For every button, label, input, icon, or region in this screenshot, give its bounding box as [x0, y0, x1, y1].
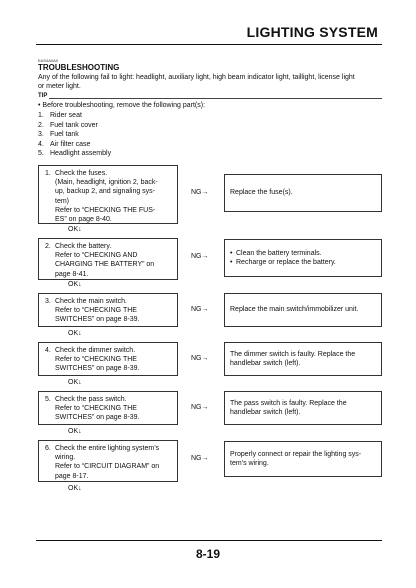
bullet-icon: •: [230, 249, 233, 257]
list-item: [38, 121, 111, 131]
result-box-6: [224, 441, 382, 477]
step-line: up, backup 2, and signaling sys-: [55, 188, 156, 196]
step-box-3: [38, 293, 178, 327]
result-line: handlebar switch (left).: [230, 360, 301, 367]
ng-arrow: NG→: [191, 455, 209, 462]
result-line: Clean the battery terminals.: [236, 249, 322, 257]
page-number: 8-19: [195, 547, 221, 561]
intro-line: Any of the following fail to light: headlight, auxiliary light, high beam indicator light, taillight, license light: [38, 74, 355, 81]
step-line: (Main, headlight, ignition 2, back-: [55, 179, 158, 187]
ok-arrow: OK↓: [68, 379, 82, 386]
step-line: wiring.: [55, 454, 76, 462]
result-line: Recharge or replace the battery.: [236, 259, 336, 266]
step-line: Refer to “CHECKING THE: [55, 356, 137, 364]
step-line: Check the pass switch.: [55, 396, 127, 403]
ok-arrow: OK↓: [68, 330, 82, 337]
step-number: 1.: [45, 170, 51, 177]
step-line: Refer to “CHECKING THE FUS-: [55, 206, 156, 214]
ok-arrow: OK↓: [68, 226, 82, 233]
tip-text: • Before troubleshooting, remove the following part(s):: [38, 102, 206, 109]
list-item-number: 3.: [38, 131, 44, 139]
ok-arrow: OK↓: [68, 428, 82, 435]
step-line: Refer to “CHECKING THE: [55, 405, 137, 413]
result-box-1: [224, 174, 382, 212]
step-line: Check the battery.: [55, 243, 112, 250]
list-item-number: 2.: [38, 121, 44, 129]
step-line: page 8-17.: [55, 472, 89, 480]
list-item: [38, 130, 111, 140]
list-item: [38, 149, 111, 159]
ng-arrow: NG→: [191, 306, 209, 313]
result-line: The pass switch is faulty. Replace the: [230, 399, 347, 407]
ok-arrow: OK↓: [68, 485, 82, 492]
step-line: Refer to “CHECKING THE: [55, 307, 137, 315]
ng-arrow: NG→: [191, 355, 209, 362]
step-line: Check the main switch.: [55, 298, 127, 305]
intro-text: [38, 73, 383, 91]
ng-arrow: NG→: [191, 404, 209, 411]
bullet-icon: •: [230, 259, 233, 266]
result-line: Replace the main switch/immobilizer unit.: [230, 306, 359, 314]
step-box-6: [38, 440, 178, 482]
list-item-number: 4.: [38, 140, 44, 148]
step-number: 5.: [45, 396, 51, 403]
step-line: Check the dimmer switch.: [55, 347, 136, 354]
result-line: tem’s wiring.: [230, 460, 269, 467]
step-box-5: [38, 391, 178, 425]
section-title: TROUBLESHOOTING: [38, 63, 120, 72]
step-line: SWITCHES” on page 8-39.: [55, 365, 140, 373]
result-box-4: [224, 342, 382, 376]
step-number: 4.: [45, 347, 51, 354]
section-code: EAS4A0A0: [38, 58, 59, 63]
list-item-number: 1.: [38, 112, 44, 119]
list-item: [38, 140, 111, 150]
ng-arrow: NG→: [191, 253, 209, 260]
step-line: Refer to “CHECKING AND: [55, 252, 138, 260]
ng-arrow: NG→: [191, 189, 209, 196]
list-item-label: Rider seat: [50, 112, 82, 119]
step-line: CHARGING THE BATTERY” on: [55, 261, 155, 269]
step-line: page 8-41.: [55, 270, 89, 278]
tip-rule: [49, 98, 382, 99]
step-line: SWITCHES” on page 8-39.: [55, 414, 140, 422]
result-line: handlebar switch (left).: [230, 409, 301, 416]
list-item-label: Headlight assembly: [50, 150, 112, 158]
step-box-1: [38, 165, 178, 224]
result-box-2: [224, 239, 382, 277]
header-rule: [36, 44, 382, 45]
list-item: [38, 111, 111, 121]
list-item-label: Fuel tank cover: [50, 121, 98, 129]
step-box-2: [38, 238, 178, 280]
result-line: Replace the fuse(s).: [230, 189, 293, 197]
step-line: Check the fuses.: [55, 170, 108, 177]
step-line: tem): [55, 197, 69, 205]
list-item-label: Fuel tank: [50, 131, 79, 139]
parts-list: [38, 111, 111, 159]
step-box-4: [38, 342, 178, 376]
tip-label: TIP: [38, 93, 48, 99]
result-line: The dimmer switch is faulty. Replace the: [230, 350, 356, 358]
page-header-title: LIGHTING SYSTEM: [246, 24, 378, 40]
step-line: SWITCHES” on page 8-39.: [55, 316, 140, 324]
footer-rule: [36, 540, 382, 541]
step-number: 6.: [45, 445, 51, 452]
result-line: Properly connect or repair the lighting sys-: [230, 450, 362, 458]
result-box-3: [224, 293, 382, 327]
step-line: Refer to “CIRCUIT DIAGRAM” on: [55, 463, 160, 471]
result-box-5: [224, 391, 382, 425]
step-number: 3.: [45, 298, 51, 305]
step-line: Check the entire lighting system’s: [55, 445, 160, 452]
list-item-number: 5.: [38, 150, 44, 158]
ok-arrow: OK↓: [68, 281, 82, 288]
list-item-label: Air filter case: [50, 140, 91, 148]
step-line: ES” on page 8-40.: [55, 216, 112, 224]
step-number: 2.: [45, 243, 51, 250]
intro-line: or meter light.: [38, 83, 81, 90]
